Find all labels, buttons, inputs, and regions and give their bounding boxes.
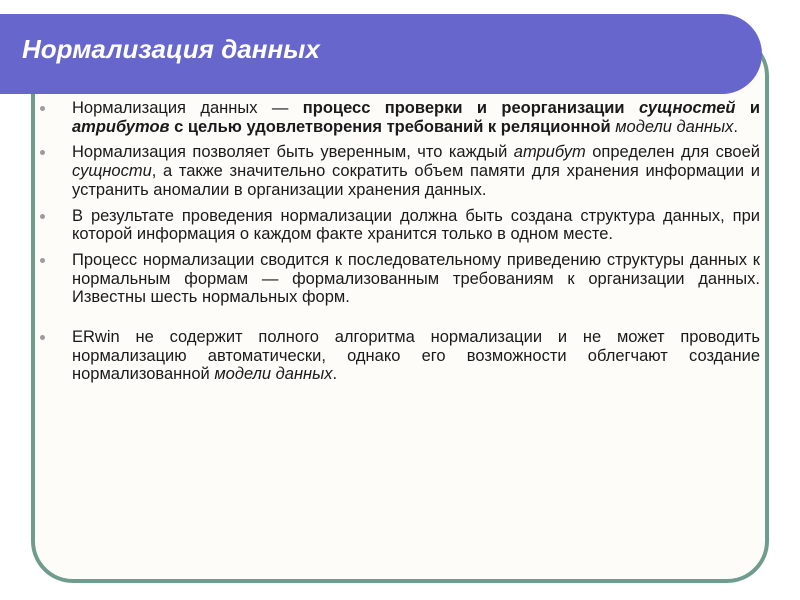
bullet-dot-icon (40, 150, 45, 155)
bullet-text: Нормализация данных — процесс проверки и реорганизации сущностей и атрибутов с целью удовлетворения требований к реляционной модели данных. (72, 99, 760, 136)
bullet-text: Нормализация позволяет быть уверенным, что каждый атрибут определен для своей сущности, а также значительно сократить объем памяти для хранения информации и устранить аномалии в организации хранения данных. (72, 143, 760, 199)
bullet-item (40, 328, 760, 384)
title-bar (0, 14, 762, 94)
bullet-text: В результате проведения нормализации должна быть создана структура данных, при которой информация о каждом факте хранится только в одном месте. (72, 206, 760, 244)
bullet-text: ERwin не содержит полного алгоритма нормализации и не может проводить нормализацию автоматически, однако его возможности облегчают создание нормализованной модели данных. (72, 328, 760, 384)
bullet-dot-icon (40, 214, 45, 219)
bullet-item (40, 251, 760, 307)
bullet-dot-icon (40, 335, 45, 340)
bullet-list (40, 99, 760, 391)
bullet-dot-icon (40, 106, 45, 111)
bullet-item (40, 143, 760, 199)
bullet-dot-icon (40, 258, 45, 263)
bullet-text: Процесс нормализации сводится к последовательному приведению структуры данных к нормальным формам — формализованным требованиям к организации данных. Известны шесть нормальных форм. (72, 250, 760, 307)
bullet-item (40, 99, 760, 136)
slide-title: Нормализация данных (22, 34, 320, 64)
bullet-item (40, 207, 760, 244)
